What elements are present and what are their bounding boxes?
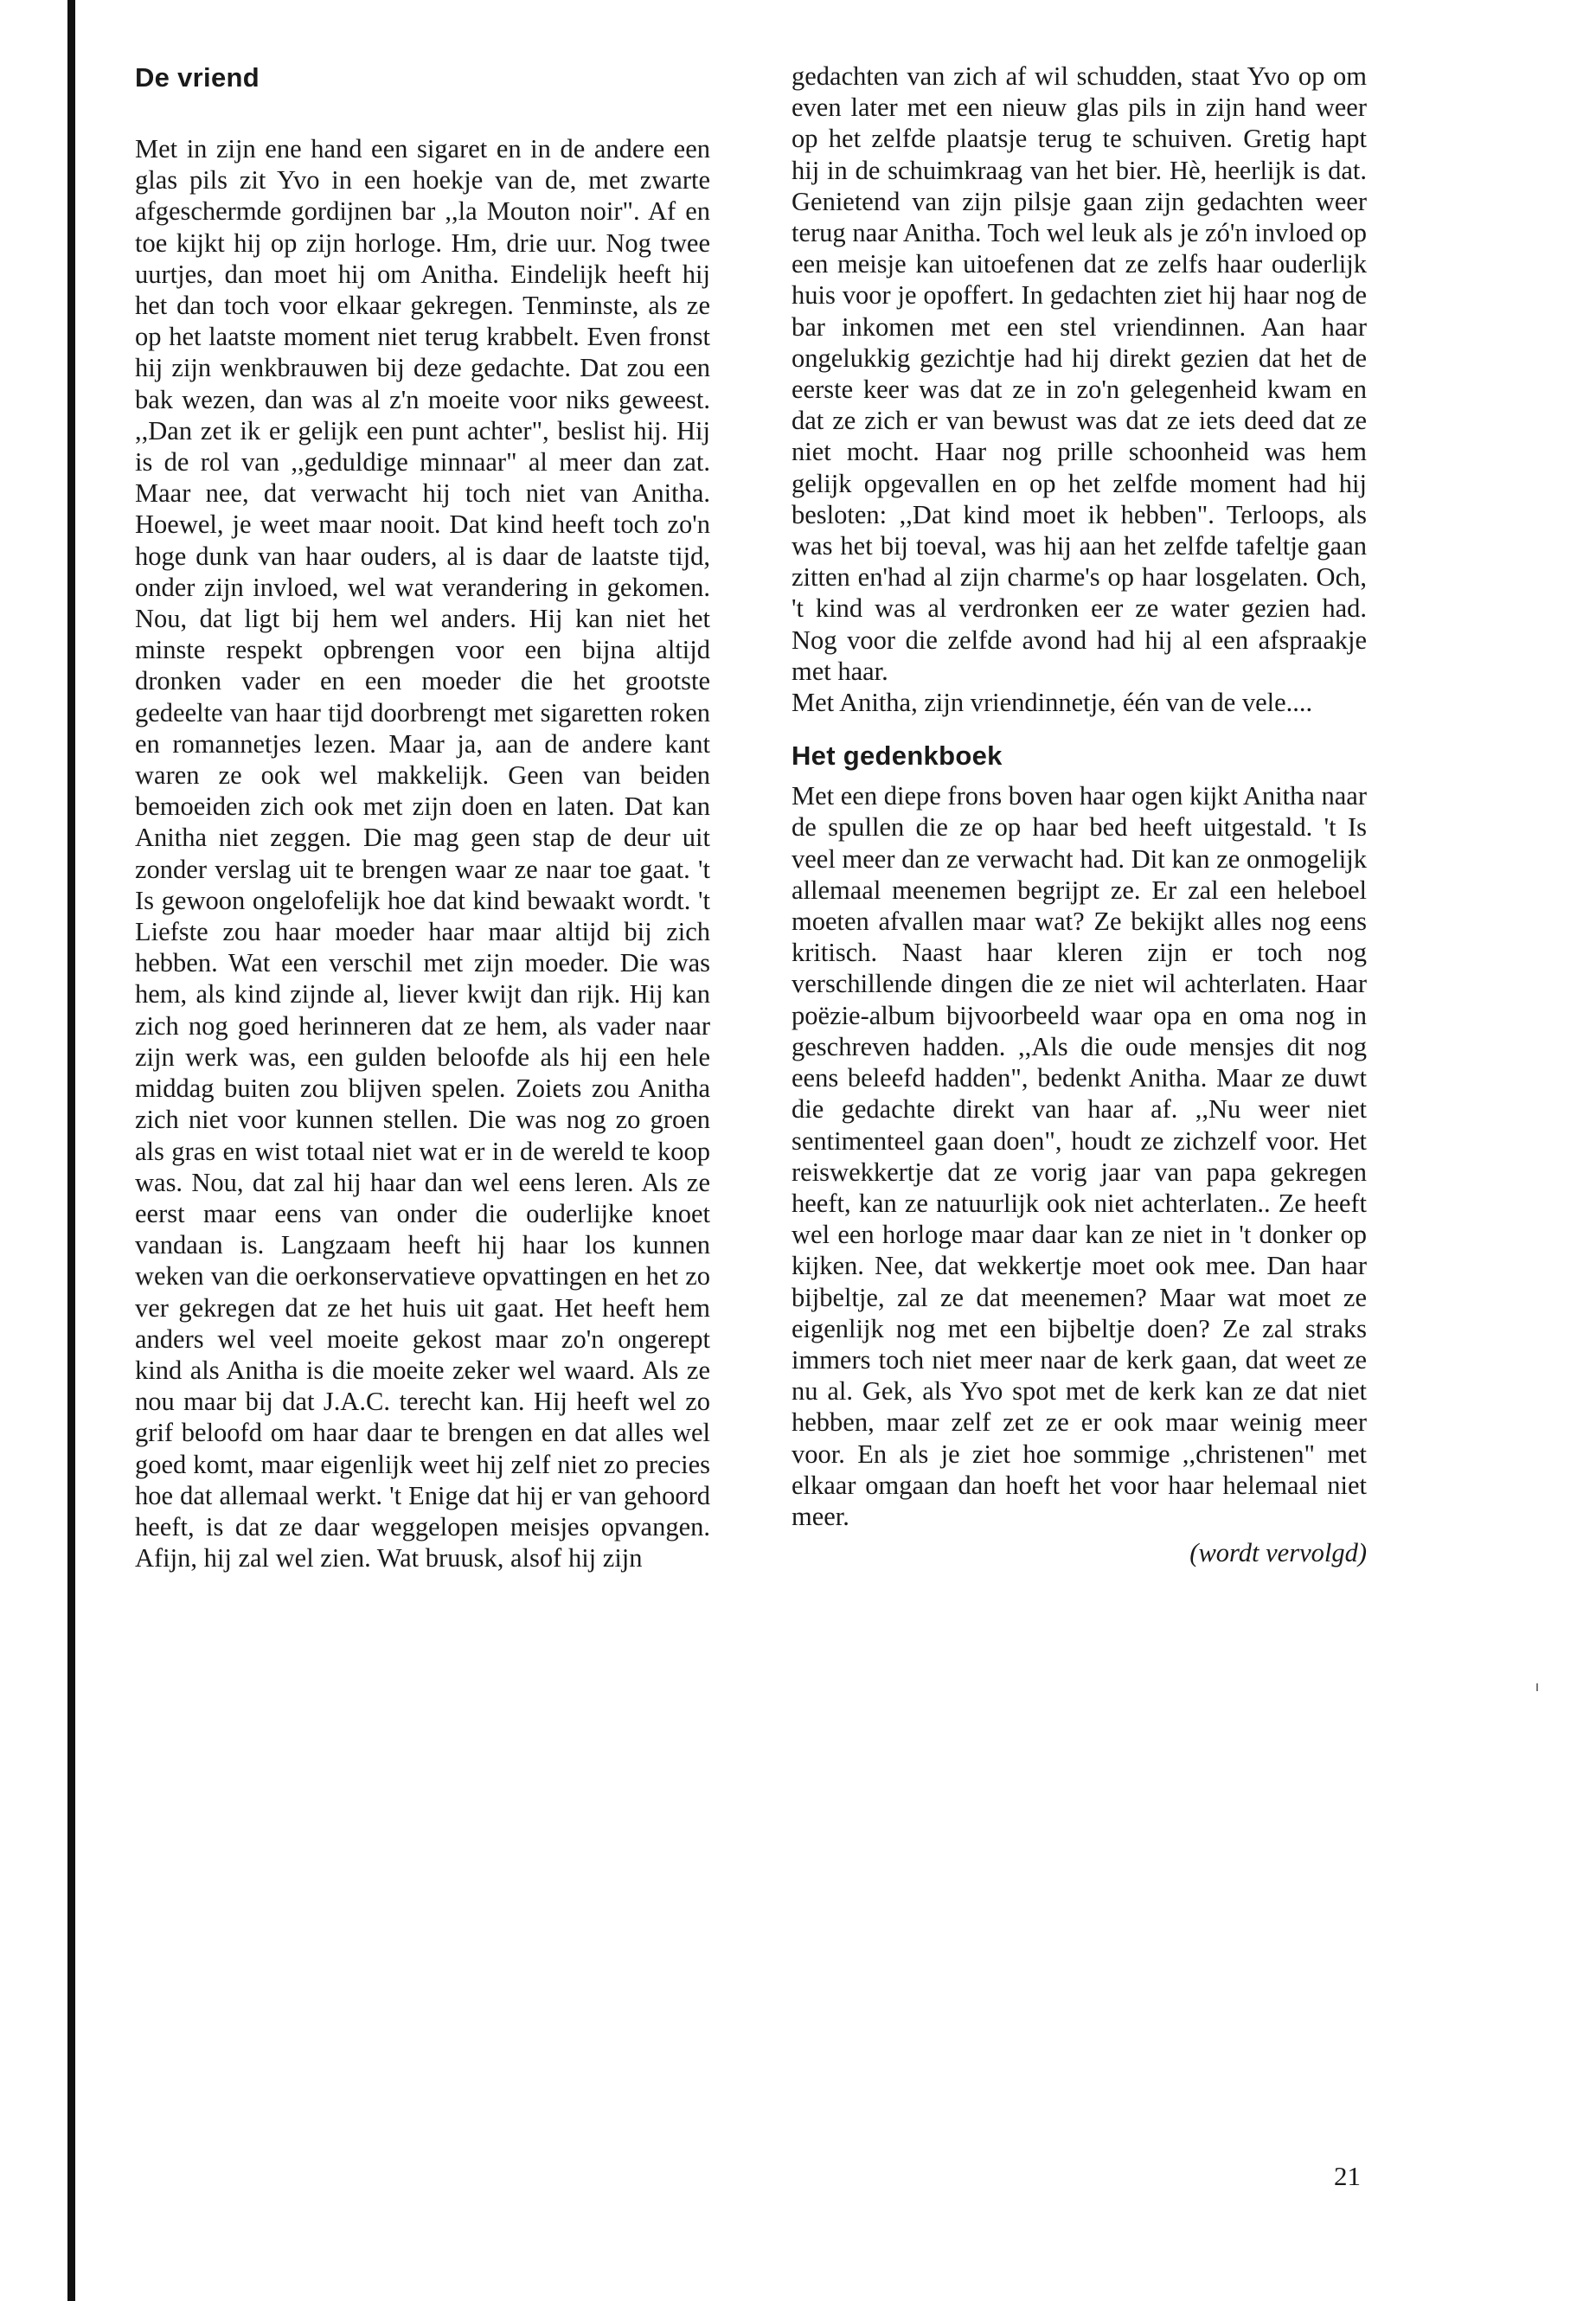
story-paragraph-continued: gedachten van zich af wil schudden, staat Yvo op om even later met een nieuw glas pils in zijn hand weer op het zelfde plaatsje terug te schuiven. Gretig hapt hij in de schuimkraag van het bier. Hè, heerlijk is dat. Genietend van zijn pilsje gaan zijn gedachten weer terug naar Anitha. Toch wel leuk als je zó'n invloed op een meisje kan uitoefenen dat ze zelfs haar ouderlijk huis voor je opoffert. In gedachten ziet hij haar nog de bar inkomen met een stel vriendinnen. Aan haar ongelukkig gezichtje had hij direkt gezien dat het de eerste keer was dat ze in zo'n gelegenheid kwam en dat ze zich er van bewust was dat ze iets deed dat ze niet mocht. Haar nog prille schoonheid was hem gelijk opgevallen en op het zelfde moment had hij besloten: ,,Dat kind moet ik hebben". Terloops, als was het bij toeval, was hij aan het zelfde tafeltje gaan zitten en'had al zijn charme's op haar losgelaten. Och, 't kind was al verdronken eer ze water gezien had. Nog voor die zelfde avond had hij al een afspraakje met haar. xyxy=(792,61,1367,686)
story-paragraph: Met in zijn ene hand een sigaret en in de andere een glas pils zit Yvo in een hoekje van de, met zwarte afgeschermde gordijnen bar ,,la Mouton noir". Af en toe kijkt hij op zijn horloge. Hm, drie uur. Nog twee uurtjes, dan moet hij om Anitha. Eindelijk heeft hij het dan toch voor elkaar gekregen. Tenminste, als ze op het laatste moment niet terug krabbelt. Even fronst hij zijn wenkbrauwen bij deze gedachte. Dat zou een bak wezen, dan was al z'n moeite voor niks geweest. ,,Dan zet ik er gelijk een punt achter", beslist hij. Hij is de rol van ,,geduldige minnaar" al meer dan zat. Maar nee, dat verwacht hij toch niet van Anitha. Hoewel, je weet maar nooit. Dat kind heeft toch zo'n hoge dunk van haar ouders, al is daar de laatste tijd, onder zijn invloed, wel wat verandering in gekomen. Nou, dat ligt bij hem wel anders. Hij kan niet het minste respekt opbrengen voor een bijna altijd dronken vader en een moeder die het grootste gedeelte van haar tijd doorbrengt met sigaretten roken en romannetjes lezen. Maar ja, aan de andere kant waren ze ook wel makkelijk. Geen van beiden bemoeiden zich ook met zijn doen en laten. Dat kan Anitha niet zeggen. Die mag geen stap de deur uit zonder verslag uit te brengen waar ze naar toe gaat. 't Is gewoon ongelofelijk hoe dat kind bewaakt wordt. 't Liefste zou haar moeder haar maar altijd bij zich hebben. Wat een verschil met zijn moeder. Die was hem, als kind zijnde al, liever kwijt dan rijk. Hij kan zich nog goed herinneren dat ze hem, als vader naar zijn werk was, een gulden beloofde als hij een hele middag buiten zou blijven spelen. Zoiets zou Anitha zich niet voor kunnen stellen. Die was nog zo groen als gras en wist totaal niet wat er in de wereld te koop was. Nou, dat zal hij haar dan wel eens leren. Als ze eerst maar eens van onder die ouderlijke knoet vandaan is. Langzaam heeft hij haar los kunnen weken van die oerkonservatieve opvattingen en het zo ver gekregen dat ze het huis uit gaat. Het heeft hem anders wel veel moeite gekost maar zo'n ongerept kind als Anitha is die moeite zeker wel waard. Als ze nou maar bij dat J.A.C. terecht kan. Hij heeft wel zo grif beloofd om haar daar te brengen en dat alles wel goed komt, maar eigenlijk weet hij zelf niet zo precies hoe dat allemaal werkt. 't Enige dat hij er van gehoord heeft, is dat ze daar weggelopen meisjes opvangen. Afijn, hij zal wel zien. Wat bruusk, alsof hij zijn xyxy=(135,134,710,1574)
story-paragraph-ending: Met Anitha, zijn vriendinnetje, één van de vele.... xyxy=(792,688,1313,718)
page-number: 21 xyxy=(1334,2161,1361,2191)
right-column xyxy=(792,61,1367,1568)
scan-speck xyxy=(1536,1683,1538,1691)
scan-binding-edge xyxy=(67,0,75,2301)
heading-het-gedenkboek: Het gedenkboek xyxy=(792,740,1003,772)
gedenkboek-paragraph: Met een diepe frons boven haar ogen kijkt Anitha naar de spullen die ze op haar bed heeft uitgestald. 't Is veel meer dan ze verwacht had. Dit kan ze onmogelijk allemaal meenemen begrijpt ze. Er zal een heleboel moeten afvallen maar wat? Ze bekijkt alles nog eens kritisch. Naast haar kleren zijn er toch nog verschillende dingen die ze niet wil achterlaten. Haar poëzie-album bijvoorbeeld waar opa en oma nog in geschreven hadden. ,,Als die oude mensjes dit nog eens beleefd hadden", bedenkt Anitha. Maar ze duwt die gedachte direkt van haar af. ,,Nu weer niet sentimenteel gaan doen", houdt ze zichzelf voor. Het reiswekkertje dat ze vorig jaar van papa gekregen heeft, kan ze natuurlijk ook niet achterlaten.. Ze heeft wel een horloge maar daar kan ze niet in 't donker op kijken. Nee, dat wekkertje moet ook mee. Dan haar bijbeltje, zal ze dat meenemen? Maar wat moet ze eigenlijk nog met een bijbeltje doen? Ze zal straks immers toch niet meer naar de kerk gaan, dat weet ze nu al. Gek, als Yvo spot met de kerk kan ze dat niet hebben, maar zelf zet ze er ook maar weinig meer voor. En als je ziet hoe sommige ,,christenen" met elkaar omgaan dan hoeft het voor haar helemaal niet meer. xyxy=(792,781,1367,1531)
heading-de-vriend: De vriend xyxy=(135,62,260,93)
left-column xyxy=(135,61,710,1574)
to-be-continued-note: (wordt vervolgd) xyxy=(1189,1538,1367,1568)
